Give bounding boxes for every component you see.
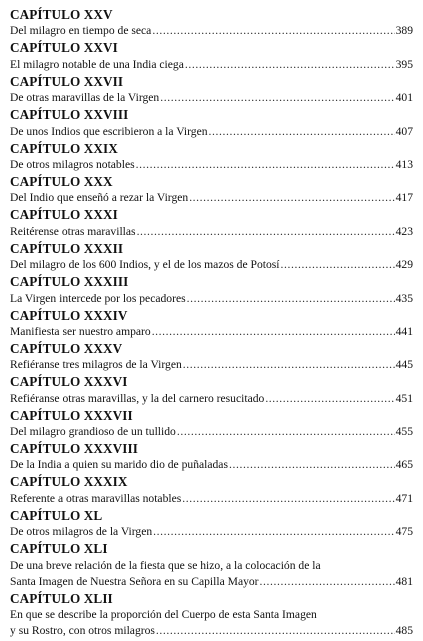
toc-entry (10, 6, 413, 39)
toc-entry (10, 473, 413, 506)
chapter-title: CAPÍTULO XXV (10, 7, 113, 22)
chapter-description-line (10, 424, 413, 440)
chapter-description: De unos Indios que escribieron a la Virgen (10, 124, 208, 138)
chapter-description: Referente a otras maravillas notables (10, 491, 182, 505)
toc-entry (10, 73, 413, 106)
dot-leader (152, 23, 394, 39)
chapter-description-line (10, 391, 413, 407)
chapter-description-line: En que se describe la proporción del Cuerpo de esta Santa Imagen (10, 608, 317, 622)
chapter-title: CAPÍTULO XXXVIII (10, 441, 138, 457)
chapter-title: CAPÍTULO XLII (10, 590, 113, 606)
chapter-title: CAPÍTULO XXX (10, 173, 113, 189)
chapter-description: La Virgen intercede por los pecadores (10, 291, 186, 305)
chapter-description: De otros milagros notables (10, 157, 135, 171)
chapter-description-line (10, 157, 413, 173)
chapter-description-line (10, 23, 413, 39)
toc-entry (10, 140, 413, 173)
chapter-description: El milagro notable de una India ciega (10, 57, 184, 71)
chapter-description-line (10, 57, 413, 73)
chapter-description-line (10, 257, 413, 273)
chapter-description: Del milagro en tiempo de seca (10, 24, 152, 38)
page-number: 407 (395, 124, 413, 138)
chapter-description: Manifiesta ser nuestro amparo (10, 324, 151, 338)
toc-entry (10, 206, 413, 239)
dot-leader (183, 357, 395, 373)
toc-entry (10, 240, 413, 273)
chapter-description-line (10, 457, 413, 473)
chapter-description: Refiéranse tres milagros de la Virgen (10, 358, 182, 372)
toc-entry (10, 273, 413, 306)
dot-leader (156, 623, 395, 639)
page-number: 389 (395, 24, 413, 38)
chapter-description-line: De una breve relación de la fiesta que se hizo, a la colocación de la (10, 558, 321, 572)
page-number: 455 (395, 425, 413, 439)
chapter-description-line (10, 324, 413, 340)
dot-leader (281, 257, 395, 273)
dot-leader (209, 124, 395, 140)
dot-leader (136, 157, 395, 173)
page-number: 429 (395, 258, 413, 272)
chapter-description-line (10, 491, 413, 507)
toc-entry (10, 173, 413, 206)
chapter-title: CAPÍTULO XXXI (10, 207, 118, 223)
chapter-description: Del Indio que enseñó a rezar la Virgen (10, 191, 189, 205)
chapter-description: Santa Imagen de Nuestra Señora en su Capilla Mayor (10, 574, 259, 588)
chapter-description-line (10, 124, 413, 140)
dot-leader (185, 57, 395, 73)
chapter-description-line (10, 90, 413, 106)
toc-entry (10, 507, 413, 540)
page-number: 445 (395, 358, 413, 372)
dot-leader (260, 574, 395, 590)
toc-entry (10, 440, 413, 473)
toc-entry (10, 106, 413, 139)
chapter-title: CAPÍTULO XXVI (10, 40, 118, 56)
dot-leader (187, 291, 395, 307)
dot-leader (137, 224, 395, 240)
page-number: 485 (395, 624, 413, 638)
page-number: 423 (395, 224, 413, 238)
chapter-description-line (10, 224, 413, 240)
chapter-title: CAPÍTULO XXXIII (10, 274, 129, 290)
page-number: 435 (395, 291, 413, 305)
dot-leader (229, 457, 395, 473)
page-number: 465 (395, 458, 413, 472)
chapter-description-line (10, 190, 413, 206)
toc-entry (10, 407, 413, 440)
dot-leader (160, 90, 394, 106)
page-number: 475 (395, 525, 413, 539)
chapter-description: De otras maravillas de la Virgen (10, 91, 160, 105)
chapter-description-line (10, 291, 413, 307)
page-number: 451 (395, 391, 413, 405)
dot-leader (153, 524, 394, 540)
dot-leader (182, 491, 394, 507)
chapter-title: CAPÍTULO XXXVII (10, 407, 133, 423)
page-number: 471 (395, 491, 413, 505)
toc-entry (10, 307, 413, 340)
chapter-title: CAPÍTULO XXXII (10, 240, 124, 256)
page-number: 401 (395, 91, 413, 105)
toc-list (10, 6, 413, 639)
chapter-description-line (10, 357, 413, 373)
chapter-description: Reitérense otras maravillas (10, 224, 136, 238)
dot-leader (177, 424, 395, 440)
chapter-description: Del milagro grandioso de un tullido (10, 425, 176, 439)
chapter-title: CAPÍTULO XLI (10, 541, 108, 557)
chapter-description-line (10, 574, 413, 590)
chapter-description-line (10, 524, 413, 540)
chapter-description-line (10, 623, 413, 639)
page-number: 481 (395, 574, 413, 588)
dot-leader (152, 324, 395, 340)
dot-leader (265, 391, 394, 407)
chapter-description: Refiéranse otras maravillas, y la del carnero resucitado (10, 391, 265, 405)
chapter-title: CAPÍTULO XXXV (10, 340, 123, 356)
chapter-description: De otros milagros de la Virgen (10, 525, 153, 539)
chapter-title: CAPÍTULO XL (10, 507, 103, 523)
toc-entry (10, 39, 413, 72)
chapter-description: y su Rostro, con otros milagros (10, 624, 155, 638)
page-number: 413 (395, 157, 413, 171)
chapter-title: CAPÍTULO XXXVI (10, 374, 128, 390)
chapter-title: CAPÍTULO XXVIII (10, 107, 129, 123)
dot-leader (189, 190, 394, 206)
page-number: 441 (395, 324, 413, 338)
toc-entry (10, 373, 413, 406)
toc-entry (10, 540, 413, 589)
chapter-title: CAPÍTULO XXIX (10, 140, 118, 156)
chapter-title: CAPÍTULO XXVII (10, 73, 124, 89)
toc-entry (10, 590, 413, 639)
chapter-title: CAPÍTULO XXXIX (10, 474, 128, 490)
chapter-description: De la India a quien su marido dio de puñaladas (10, 458, 228, 472)
chapter-title: CAPÍTULO XXXIV (10, 307, 128, 323)
page-number: 395 (395, 57, 413, 71)
chapter-description: Del milagro de los 600 Indios, y el de los mazos de Potosí (10, 258, 280, 272)
page-number: 417 (395, 191, 413, 205)
toc-entry (10, 340, 413, 373)
